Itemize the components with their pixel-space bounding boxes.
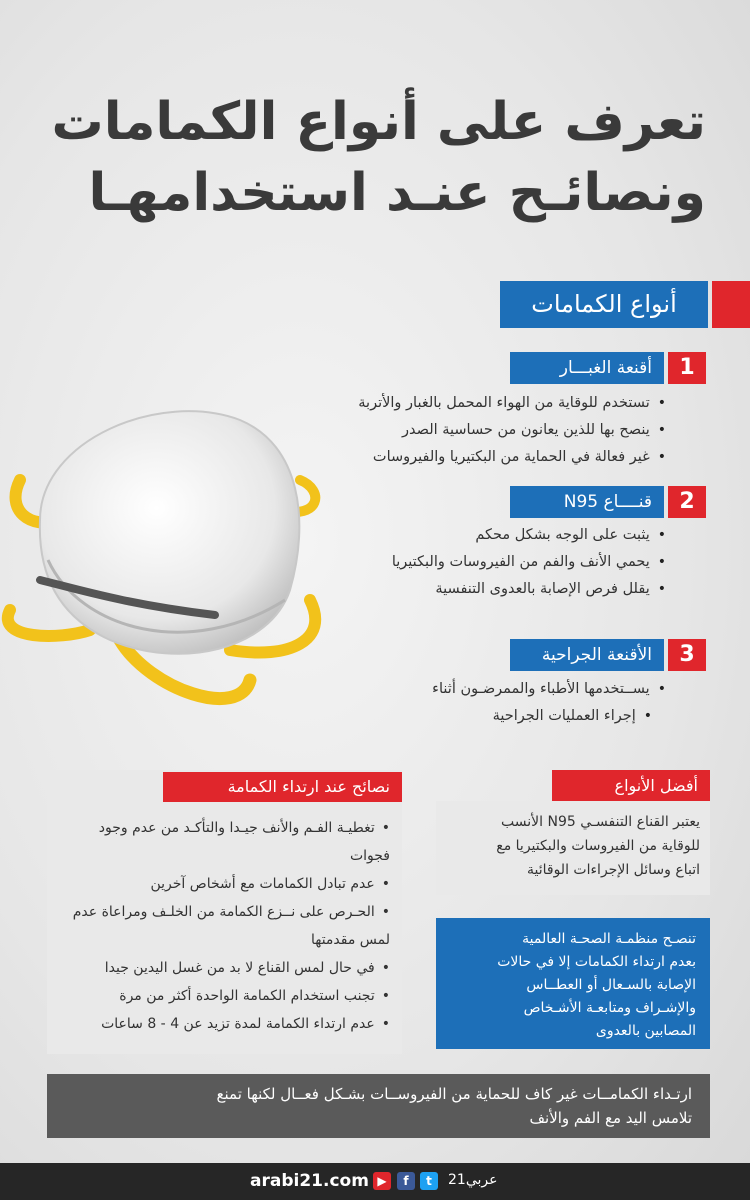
list-item: • يقلل فرص الإصابة بالعدوى التنفسية — [246, 576, 666, 603]
type-label: قنــــاع N95 — [510, 486, 664, 518]
youtube-icon[interactable]: ▶ — [373, 1172, 391, 1190]
text-line: المصابين بالعدوى — [595, 1023, 696, 1039]
type-number: 2 — [668, 486, 706, 518]
brand-logo: عربي21 — [448, 1172, 498, 1188]
facebook-icon[interactable]: f — [397, 1172, 415, 1190]
list-item: • في حال لمس القناع لا بد من غسل اليدين جيدا — [70, 954, 390, 982]
list-item: • الحـرص على نــزع الكمامة من الخلـف ومراعاة عدم لمس مقدمتها — [70, 898, 390, 954]
list-item: • تغطيـة الفـم والأنف جيـدا والتأكـد من عدم وجود فجوات — [70, 814, 390, 870]
list-item: • ينصح بها للذين يعانون من حساسية الصدر — [246, 417, 666, 444]
who-recommendation-box — [436, 918, 710, 1049]
text-line: للوقاية من الفيروسات والبكتيريا مع — [496, 838, 700, 854]
section-header-mask-types — [500, 281, 750, 328]
text-line: تلامس اليد مع الفم والأنف — [529, 1109, 692, 1127]
page-title-line-2: ونصائـح عنـد استخدامهـا — [88, 163, 706, 223]
text-line: الإصابة بالسـعال أو العطــاس — [526, 977, 696, 993]
list-item: • إجراء العمليات الجراحية — [246, 703, 666, 730]
section-header-label: أنواع الكمامات — [500, 281, 708, 328]
page-title-line-1: تعرف على أنواع الكمامات — [51, 92, 706, 152]
type-header-surgical — [510, 639, 706, 671]
type-label: أقنعة الغبـــار — [510, 352, 664, 384]
tips-list — [70, 814, 390, 1038]
text-line: ارتـداء الكمامــات غير كاف للحماية من الفيروســات بشـكل فعــال لكنها تمنع — [216, 1085, 692, 1103]
best-types-text — [436, 810, 706, 882]
n95-mask-illustration — [0, 400, 330, 750]
type-label: الأقنعة الجراحية — [510, 639, 664, 671]
list-item: • تجنب استخدام الكمامة الواحدة أكثر من مرة — [70, 982, 390, 1010]
list-item: • يثبت على الوجه بشكل محكم — [246, 522, 666, 549]
list-item: • عدم تبادل الكمامات مع أشخاص آخرين — [70, 870, 390, 898]
list-item: • تستخدم للوقاية من الهواء المحمل بالغبار والأتربة — [246, 390, 666, 417]
section-header-red-accent — [712, 281, 750, 328]
bottom-note-box — [47, 1074, 710, 1138]
list-item: • يســتخدمها الأطباء والممرضـون أثناء — [246, 676, 666, 703]
tips-label: نصائح عند ارتداء الكمامة — [163, 772, 402, 802]
text-line: بعدم ارتداء الكمامات إلا في حالات — [497, 954, 696, 970]
type-header-dust-masks — [510, 352, 706, 384]
text-line: تنصـح منظمـة الصحـة العالمية — [522, 931, 696, 947]
text-line: اتباع وسائل الإجراءات الوقائية — [526, 862, 700, 878]
list-item: • يحمي الأنف والفم من الفيروسات والبكتيريا — [246, 549, 666, 576]
twitter-icon[interactable]: t — [420, 1172, 438, 1190]
type-header-n95 — [510, 486, 706, 518]
type-number: 1 — [668, 352, 706, 384]
best-types-label: أفضل الأنواع — [552, 770, 710, 801]
footer — [0, 1163, 750, 1200]
type-number: 3 — [668, 639, 706, 671]
text-line: يعتبر القناع التنفسـي N95 الأنسب — [501, 814, 700, 830]
text-line: والإشـراف ومتابعـة الأشـخاص — [523, 1000, 696, 1016]
list-item: • عدم ارتداء الكمامة لمدة تزيد عن 4 - 8 ساعات — [70, 1010, 390, 1038]
list-item: • غير فعالة في الحماية من البكتيريا والفيروسات — [246, 444, 666, 471]
site-link[interactable]: arabi21.com — [250, 1171, 369, 1191]
